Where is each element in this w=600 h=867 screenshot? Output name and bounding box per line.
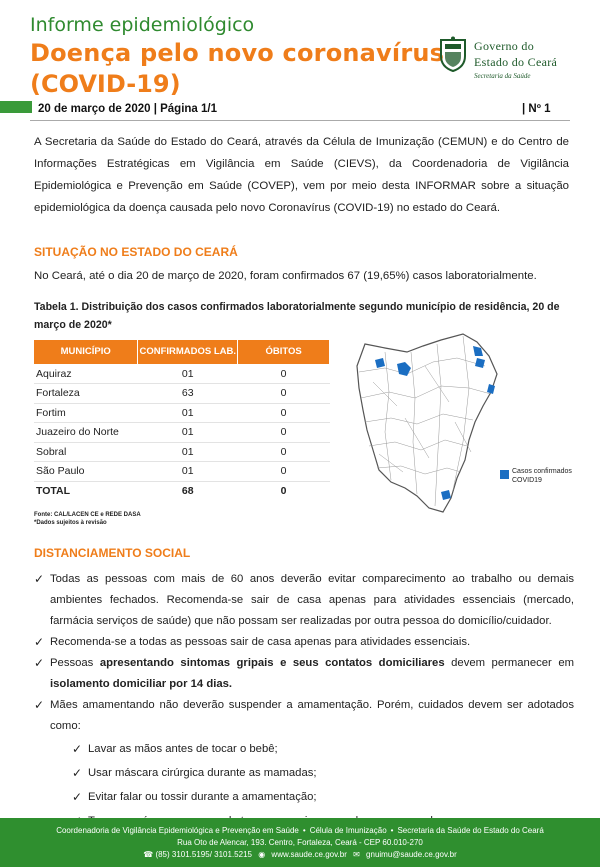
- accent-bar: [0, 101, 32, 113]
- cell-total-label: TOTAL: [36, 485, 71, 497]
- table-row: [34, 384, 330, 404]
- list-item: [34, 695, 574, 737]
- cell-obitos: 0: [238, 423, 330, 443]
- report-title-subtitle: (COVID-19): [30, 70, 181, 98]
- cell-obitos: 0: [238, 403, 330, 423]
- report-kicker: Informe epidemiológico: [30, 14, 255, 36]
- bullet-separator-icon: •: [302, 826, 306, 835]
- cell-confirmados: 63: [138, 384, 238, 404]
- checkmark-icon: ✓: [72, 742, 83, 756]
- footer-address: Rua Oto de Alencar, 193. Centro, Fortaleza, Ceará - CEP 60.010-270: [177, 838, 423, 847]
- ceara-cases-map: [345, 322, 505, 517]
- bullet-separator-icon: •: [390, 826, 394, 835]
- checkmark-icon: ✓: [34, 635, 45, 649]
- cell-obitos: 0: [238, 384, 330, 404]
- email-icon: ✉: [353, 850, 360, 859]
- sub-bullet-text: Lavar as mãos antes de tocar o bebê;: [88, 743, 278, 755]
- footer-email[interactable]: gnuimu@saude.ce.gov.br: [366, 850, 457, 859]
- bullet-text: Mães amamentando não deverão suspender a amamentação. Porém, cuidados devem ser adotados como:: [50, 699, 574, 732]
- sub-bullet-text: Usar máscara cirúrgica durante as mamadas;: [88, 767, 317, 779]
- phone-icon: ☎: [143, 850, 154, 859]
- state-emblem-icon: [438, 36, 468, 72]
- sub-list-item: [34, 761, 574, 785]
- table-row: [34, 364, 330, 384]
- cell-municipio: São Paulo: [34, 462, 138, 482]
- table-total-row: [34, 481, 330, 501]
- situation-text: No Ceará, até o dia 20 de março de 2020, foram confirmados 67 (19,65%) casos laboratorialmente.: [34, 270, 537, 282]
- logo-line-secretaria: Secretaria da Saúde: [474, 72, 531, 80]
- cell-obitos: 0: [238, 462, 330, 482]
- checkmark-icon: ✓: [34, 656, 45, 670]
- table-header-row: [34, 340, 330, 364]
- section-title-distancing: DISTANCIAMENTO SOCIAL: [34, 546, 191, 560]
- footer-org-sesa: Secretaria da Saúde do Estado do Ceará: [397, 826, 544, 835]
- logo-line-estado: Estado do Ceará: [474, 55, 558, 69]
- cell-municipio: Juazeiro do Norte: [34, 423, 138, 443]
- bullet-text-emphasis: isolamento domiciliar por 14 dias.: [50, 678, 233, 690]
- revision-note: *Dados sujeitos à revisão: [34, 520, 107, 526]
- bullet-text-part: devem permanecer em: [444, 657, 575, 669]
- footer-contacts: [0, 850, 600, 859]
- bullet-text: Todas as pessoas com mais de 60 anos deverão evitar comparecimento ao trabalho ou demais ambientes fechados. Recomenda-se sair de casa apenas para atividades essenciais (mercado, farmácia serviços de saúde) que não possam ser realizadas por outra pessoa do domicílio/cuidador.: [50, 573, 574, 627]
- cell-confirmados: 01: [138, 423, 238, 443]
- cell-obitos: 0: [238, 442, 330, 462]
- bullet-text-emphasis: apresentando sintomas gripais e seus contatos domiciliares: [99, 657, 445, 669]
- footer-organizations: [0, 826, 600, 835]
- sub-bullet-text: Evitar falar ou tossir durante a amamentação;: [88, 791, 317, 803]
- cell-confirmados: 01: [138, 442, 238, 462]
- web-icon: ◉: [258, 850, 266, 859]
- cell-obitos: 0: [238, 364, 330, 384]
- header-obitos: ÓBITOS: [238, 340, 330, 364]
- list-item: [34, 569, 574, 632]
- table-notes: [34, 511, 141, 527]
- report-title: Doença pelo novo coronavírus: [30, 39, 445, 67]
- footer-site[interactable]: www.saude.ce.gov.br: [271, 850, 347, 859]
- source-note: Fonte: CAL/LACEN CE e REDE DASA: [34, 512, 141, 518]
- cell-municipio: Fortim: [34, 403, 138, 423]
- list-item: [34, 653, 574, 695]
- cell-total-confirmados: 68: [181, 485, 194, 497]
- checkmark-icon: ✓: [72, 766, 83, 780]
- table-caption: Tabela 1. Distribuição dos casos confirmados laboratorialmente segundo município de residência, 20 de março de 2020*: [34, 301, 560, 331]
- checkmark-icon: ✓: [72, 790, 83, 804]
- cell-municipio: Aquiraz: [34, 364, 138, 384]
- issue-number: | Nº 1: [522, 103, 551, 115]
- map-legend-label: Casos confirmados COVID19: [512, 468, 572, 484]
- section-title-situation: SITUAÇÃO NO ESTADO DO CEARÁ: [34, 245, 238, 259]
- page-footer: [0, 818, 600, 867]
- cell-total-obitos: 0: [280, 485, 287, 497]
- cell-municipio: Fortaleza: [34, 384, 138, 404]
- checkmark-icon: ✓: [34, 698, 45, 712]
- header-confirmados: CONFIRMADOS LAB.: [138, 340, 238, 364]
- checkmark-icon: ✓: [34, 572, 45, 586]
- footer-phone: (85) 3101.5195/ 3101.5215: [155, 850, 252, 859]
- list-item: [34, 632, 574, 653]
- map-legend-swatch: [500, 470, 509, 479]
- cell-confirmados: 01: [138, 364, 238, 384]
- header-municipio: MUNICÍPIO: [34, 340, 138, 364]
- table-row: [34, 462, 330, 482]
- cell-confirmados: 01: [138, 462, 238, 482]
- logo-text: [474, 39, 557, 80]
- cell-municipio: Sobral: [34, 442, 138, 462]
- government-logo: [438, 36, 578, 80]
- cases-table: [34, 340, 330, 501]
- bullet-text-part: Pessoas: [50, 657, 100, 669]
- sub-list-item: [34, 737, 574, 761]
- table-row: [34, 403, 330, 423]
- date-and-page: 20 de março de 2020 | Página 1/1: [38, 103, 218, 115]
- footer-org-imunizacao: Célula de Imunização: [309, 826, 387, 835]
- table-row: [34, 442, 330, 462]
- table-row: [34, 423, 330, 443]
- report-header: [0, 0, 600, 100]
- footer-org-covep: Coordenadoria de Vigilância Epidemiológica e Prevenção em Saúde: [56, 826, 299, 835]
- cell-confirmados: 01: [138, 403, 238, 423]
- bullet-text: Recomenda-se a todas as pessoas sair de casa apenas para atividades essenciais.: [50, 636, 471, 648]
- header-divider: [30, 120, 570, 121]
- intro-paragraph: A Secretaria da Saúde do Estado do Ceará, através da Célula de Imunização (CEMUN) e do Centro de Informações Estratégicas em Vigilância em Saúde (CIEVS), da Coordenadoria de Vigilância Epidemiológica e Prevenção em Saúde (COVEP), vem por meio desta INFORMAR sobre a situação epidemiológica da doença causada pelo novo Coronavírus (COVID-19) no estado do Ceará.: [34, 136, 569, 214]
- distancing-list: [34, 569, 574, 833]
- logo-line-governo: Governo do: [474, 39, 534, 53]
- sub-list-item: [34, 785, 574, 809]
